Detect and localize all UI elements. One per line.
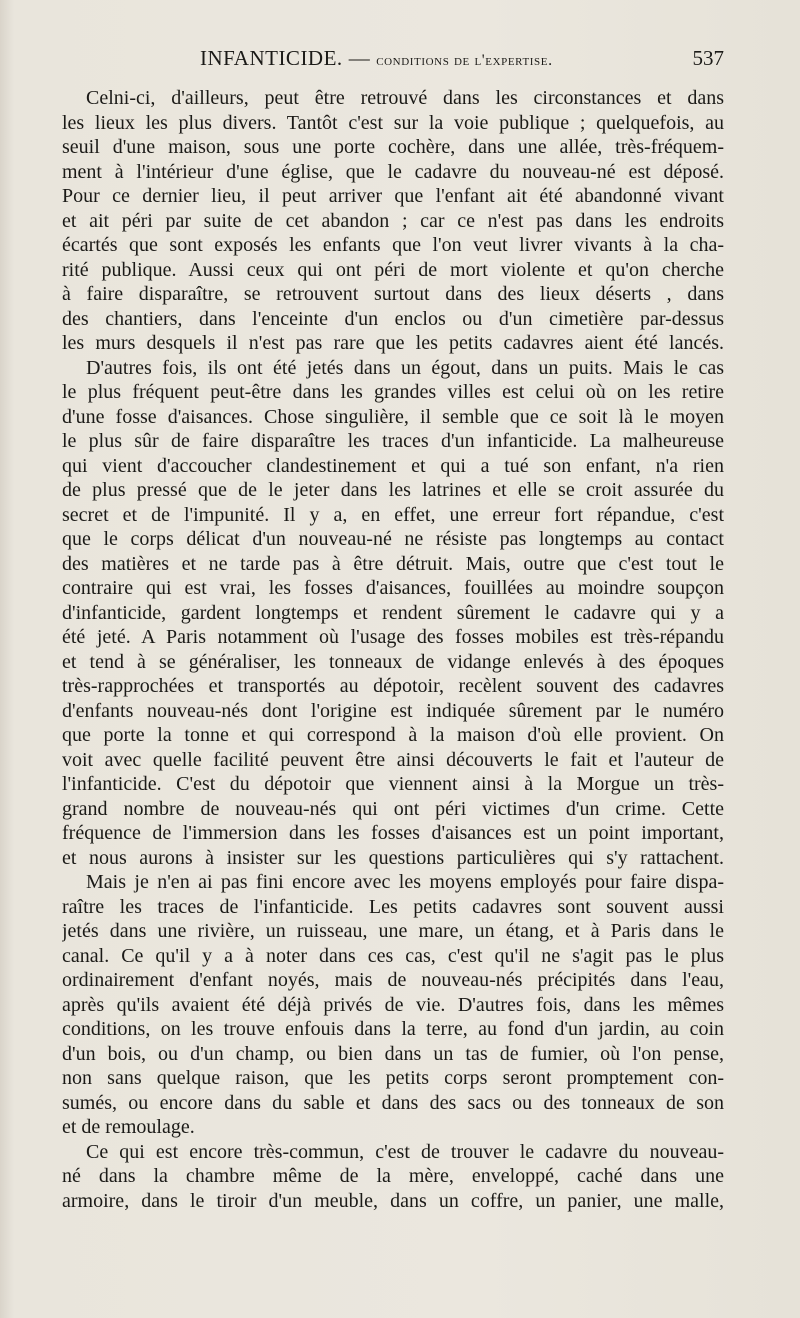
text-line: été jeté. A Paris notamment où l'usage des fosses mobiles est très-répandu — [62, 626, 724, 648]
text-line: contraire qui est vrai, les fosses d'aisances, fouillées au moindre soupçon — [62, 577, 724, 599]
paragraph — [62, 86, 724, 356]
text-line: sumés, ou encore dans du sable et dans des sacs ou des tonneaux de son — [62, 1091, 724, 1114]
text-line: que porte la tonne et qui correspond à la maison d'où elle provient. On — [62, 724, 724, 746]
paragraph — [62, 1140, 724, 1214]
text-line: d'une fosse d'aisances. Chose singulière, il semble que ce soit là le moyen — [62, 405, 724, 428]
text-line: Celni-ci, d'ailleurs, peut être retrouvé dans les circonstances et dans — [86, 87, 724, 109]
text-line: de plus pressé que de le jeter dans les latrines et elle se croit assurée du — [62, 479, 724, 501]
text-line: le plus sûr de faire disparaître les traces d'un infanticide. La malheureuse — [62, 430, 724, 452]
text-line: d'enfants nouveau-nés dont l'origine est indiquée sûrement par le numéro — [62, 699, 724, 722]
text-line: Pour ce dernier lieu, il peut arriver que l'enfant ait été abandonné vivant — [62, 185, 724, 207]
text-line: d'infanticide, gardent longtemps et rendent sûrement le cadavre qui y a — [62, 601, 724, 624]
text-line: grand nombre de nouveau-nés qui ont péri victimes d'un crime. Cette — [62, 797, 724, 820]
text-line: l'infanticide. C'est du dépotoir que viennent ainsi à la Morgue un très- — [62, 773, 724, 795]
text-line: et ait péri par suite de cet abandon ; car ce n'est pas dans les endroits — [62, 209, 724, 232]
page-number: 537 — [692, 46, 724, 70]
text-line: rité publique. Aussi ceux qui ont péri de mort violente et qu'on cherche — [62, 258, 724, 281]
text-line: et de remoulage. — [62, 1116, 195, 1138]
text-line: né dans la chambre même de la mère, enveloppé, caché dans une — [62, 1165, 724, 1187]
paragraph — [62, 870, 724, 1140]
text-line: raître les traces de l'infanticide. Les petits cadavres sont souvent aussi — [62, 895, 724, 918]
text-line: après qu'ils avaient été déjà privés de vie. D'autres fois, dans les mêmes — [62, 993, 724, 1016]
text-line: que le corps délicat d'un nouveau-né ne résiste pas longtemps au contact — [62, 528, 724, 550]
text-line: des chantiers, dans l'enceinte d'un enclos ou d'un cimetière par-dessus — [62, 307, 724, 330]
text-line: Ce qui est encore très-commun, c'est de trouver le cadavre du nouveau- — [86, 1140, 724, 1163]
text-line: D'autres fois, ils ont été jetés dans un égout, dans un puits. Mais le cas — [86, 356, 724, 379]
text-line: d'un bois, ou d'un champ, ou bien dans un tas de fumier, où l'on pense, — [62, 1042, 724, 1065]
text-line: et tend à se généraliser, les tonneaux de vidange enlevés à des époques — [62, 650, 724, 673]
body-text — [62, 86, 724, 1213]
running-header — [62, 46, 724, 80]
text-line: armoire, dans le tiroir d'un meuble, dans un coffre, un panier, une malle, — [62, 1189, 724, 1212]
text-line: très-rapprochées et transportés au dépotoir, recèlent souvent des cadavres — [62, 675, 724, 697]
text-line: écartés que sont exposés les enfants que l'on veut livrer vivants à la cha- — [62, 234, 724, 256]
text-line: des matières et ne tarde pas à être détruit. Mais, outre que c'est tout le — [62, 552, 724, 575]
text-line: jetés dans une rivière, un ruisseau, une mare, un étang, et à Paris dans le — [62, 920, 724, 942]
running-head-title: INFANTICIDE. — [200, 46, 343, 70]
text-line: secret et de l'impunité. Il y a, en effet, une erreur fort répandue, c'est — [62, 503, 724, 526]
text-line: ment à l'intérieur d'une église, que le cadavre du nouveau-né est déposé. — [62, 160, 724, 183]
text-line: seuil d'une maison, sous une porte cochère, dans une allée, très-fréquem- — [62, 136, 724, 158]
paragraph — [62, 356, 724, 871]
text-line: non sans quelque raison, que les petits corps seront promptement con- — [62, 1067, 724, 1089]
text-line: voit avec quelle facilité peuvent être ainsi découverts le fait et l'auteur de — [62, 748, 724, 771]
text-line: ordinairement d'enfant noyés, mais de nouveau-nés précipités dans l'eau, — [62, 969, 724, 991]
text-line: les murs desquels il n'est pas rare que les petits cadavres aient été lancés. — [62, 332, 724, 354]
text-line: le plus fréquent peut-être dans les grandes villes est celui où on les retire — [62, 381, 724, 403]
text-line: à faire disparaître, se retrouvent surtout dans des lieux déserts , dans — [62, 283, 724, 305]
text-line: les lieux les plus divers. Tantôt c'est sur la voie publique ; quelquefois, au — [62, 111, 724, 134]
text-line: et nous aurons à insister sur les questions particulières qui s'y rattachent. — [62, 846, 724, 869]
text-line: canal. Ce qu'il y a à noter dans ces cas, c'est qu'il ne s'agit pas le plus — [62, 944, 724, 967]
text-line: qui vient d'accoucher clandestinement et qui a tué son enfant, n'a rien — [62, 454, 724, 477]
text-line: fréquence de l'immersion dans les fosses d'aisances est un point important, — [62, 822, 724, 844]
running-head-dash: — — [348, 46, 371, 70]
running-head-subtitle: conditions de l'expertise. — [376, 52, 553, 69]
text-line: conditions, on les trouve enfouis dans la terre, au fond d'un jardin, au coin — [62, 1018, 724, 1040]
text-line: Mais je n'en ai pas fini encore avec les moyens employés pour faire dispa- — [86, 871, 724, 893]
running-head — [200, 46, 553, 71]
